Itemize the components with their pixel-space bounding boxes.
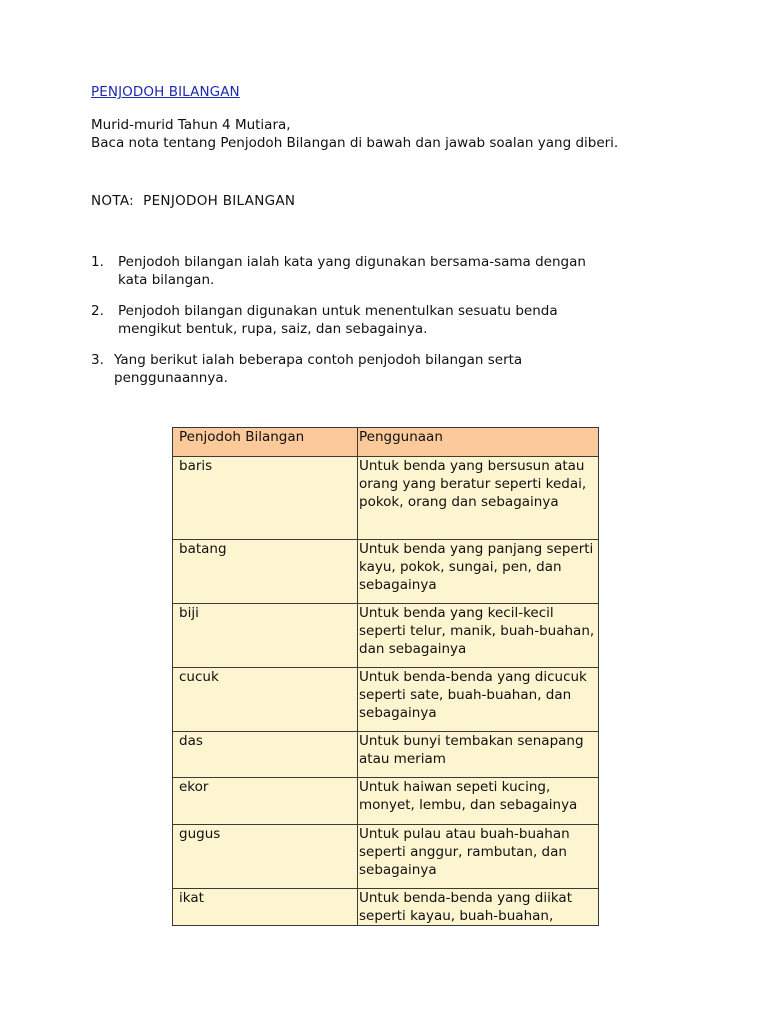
list-item-number: 1. — [91, 254, 104, 270]
cell-usage: Untuk benda yang bersusun atau orang yang beratur seperti kedai, pokok, orang dan sebagainya — [358, 457, 599, 540]
table-row — [173, 604, 599, 668]
table-row — [173, 668, 599, 732]
list-item-number: 3. — [91, 352, 104, 368]
list-item-number: 2. — [91, 303, 104, 319]
numbered-list — [91, 253, 651, 400]
table-header-row — [173, 428, 599, 457]
cell-word: baris — [173, 457, 358, 540]
cell-usage: Untuk benda yang panjang seperti kayu, pokok, sungai, pen, dan sebagainya — [358, 540, 599, 604]
cell-usage: Untuk benda-benda yang dicucuk seperti sate, buah-buahan, dan sebagainya — [358, 668, 599, 732]
cell-word: ikat — [173, 889, 358, 926]
list-item-text: Penjodoh bilangan digunakan untuk menentulkan sesuatu benda mengikut bentuk, rupa, saiz, dan sebagainya. — [118, 303, 558, 337]
table-row — [173, 732, 599, 778]
greeting-text: Murid-murid Tahun 4 Mutiara, — [91, 117, 291, 133]
cell-usage: Untuk benda yang kecil-kecil seperti telur, manik, buah-buahan, dan sebagainya — [358, 604, 599, 668]
list-item — [91, 253, 651, 289]
cell-usage: Untuk bunyi tembakan senapang atau meriam — [358, 732, 599, 778]
table-row — [173, 457, 599, 540]
cell-usage: Untuk benda-benda yang diikat seperti kayau, buah-buahan, — [358, 889, 599, 926]
cell-word: gugus — [173, 825, 358, 889]
intro-block — [91, 116, 618, 152]
table-row — [173, 825, 599, 889]
cell-word: biji — [173, 604, 358, 668]
table-row — [173, 540, 599, 604]
cell-word: batang — [173, 540, 358, 604]
penjodoh-table — [172, 427, 599, 926]
note-heading: NOTA: PENJODOH BILANGAN — [91, 193, 296, 209]
cell-usage: Untuk haiwan sepeti kucing, monyet, lembu, dan sebagainya — [358, 778, 599, 825]
list-item — [91, 302, 651, 338]
table-row — [173, 889, 599, 926]
cell-word: cucuk — [173, 668, 358, 732]
column-header-word: Penjodoh Bilangan — [173, 428, 358, 457]
list-item — [91, 351, 651, 387]
column-header-usage: Penggunaan — [358, 428, 599, 457]
cell-word: ekor — [173, 778, 358, 825]
list-item-text: Yang berikut ialah beberapa contoh penjodoh bilangan serta penggunaannya. — [114, 352, 523, 386]
table-row — [173, 778, 599, 825]
cell-word: das — [173, 732, 358, 778]
page-title: PENJODOH BILANGAN — [91, 84, 240, 100]
instruction-text: Baca nota tentang Penjodoh Bilangan di bawah dan jawab soalan yang diberi. — [91, 135, 619, 151]
cell-usage: Untuk pulau atau buah-buahan seperti anggur, rambutan, dan sebagainya — [358, 825, 599, 889]
list-item-text: Penjodoh bilangan ialah kata yang digunakan bersama-sama dengan kata bilangan. — [118, 254, 586, 288]
